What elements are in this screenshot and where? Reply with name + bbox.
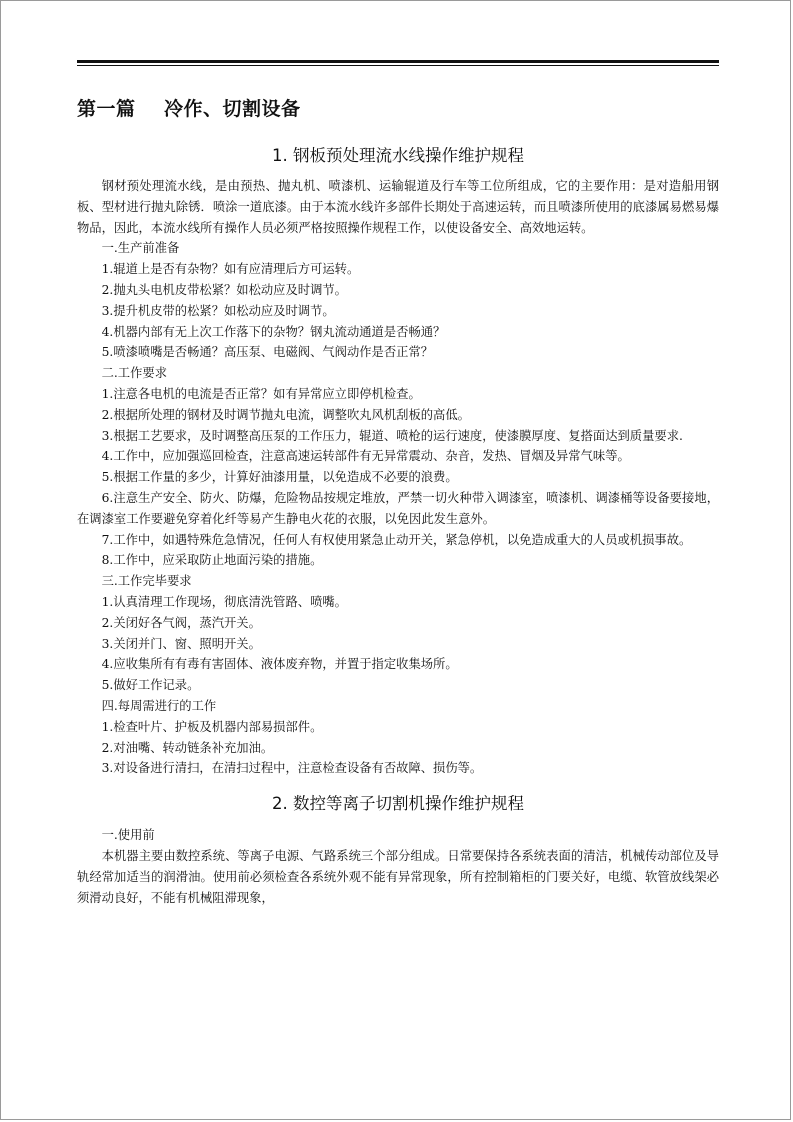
list-item: 3.关闭并门、窗、照明开关。 bbox=[101, 636, 261, 651]
subheading-before-use: 一.使用前 bbox=[101, 828, 155, 843]
section-title: 1. 钢板预处理流水线操作维护规程 bbox=[272, 146, 524, 165]
header-rule bbox=[77, 60, 719, 66]
body-paragraph: 本机器主要由数控系统、等离子电源、气路系统三个部分组成。日常要保持各系统表面的清洁，机械传动部位及导轨经常加适当的润滑油。使用前必须检查各系统外观不能有异常现象，所有控制箱柜的门要关好，电缆、软管放线架必须滑动良好，不能有机械阻滞现象， bbox=[77, 848, 719, 905]
list-item: 4.应收集所有有毒有害固体、液体废弃物，并置于指定收集场所。 bbox=[101, 657, 458, 672]
list-item: 5.做好工作记录。 bbox=[101, 678, 200, 693]
list-item: 2.对油嘴、转动链条补充加油。 bbox=[101, 740, 274, 755]
section-steel-pretreatment bbox=[77, 145, 719, 779]
header-rule-thin bbox=[77, 65, 719, 66]
list-item: 4.机器内部有无上次工作落下的杂物？钢丸流动通道是否畅通？ bbox=[101, 324, 446, 339]
list-item: 8.工作中，应采取防止地面污染的措施。 bbox=[101, 553, 323, 568]
list-item: 1.检查叶片、护板及机器内部易损部件。 bbox=[101, 719, 323, 734]
list-item: 3.提升机皮带的松紧？如松动应及时调节。 bbox=[101, 303, 335, 318]
subheading-after-work: 三.工作完毕要求 bbox=[101, 574, 192, 589]
list-item: 7.工作中，如遇特殊危急情况，任何人有权使用紧急止动开关，紧急停机，以免造成重大的人员或机损事故。 bbox=[101, 532, 692, 547]
list-item: 4.工作中，应加强巡回检查，注意高速运转部件有无异常震动、杂音，发热、冒烟及异常气味等。 bbox=[101, 449, 630, 464]
list-item: 3.根据工艺要求，及时调整高压泵的工作压力，辊道、喷枪的运行速度，使漆膜厚度、复搭面达到质量要求. bbox=[101, 428, 683, 443]
subheading-work-requirements: 二.工作要求 bbox=[101, 366, 167, 381]
section-cnc-plasma-cutter bbox=[77, 793, 719, 908]
list-item: 3.对设备进行清扫，在清扫过程中，注意检查设备有否故障、损伤等。 bbox=[101, 761, 483, 776]
list-item: 2.关闭好各气阀，蒸汽开关。 bbox=[101, 615, 261, 630]
subheading-weekly-work: 四.每周需进行的工作 bbox=[101, 698, 217, 713]
subheading-preparation: 一.生产前准备 bbox=[101, 241, 180, 256]
list-item: 5.喷漆喷嘴是否畅通？高压泵、电磁阀、气阀动作是否正常？ bbox=[101, 345, 434, 360]
list-item: 5.根据工作量的多少，计算好油漆用量，以免造成不必要的浪费。 bbox=[101, 470, 458, 485]
intro-paragraph: 钢材预处理流水线，是由预热、抛丸机、喷漆机、运输辊道及行车等工位所组成，它的主要作用：是对造船用钢板、型材进行抛丸除锈．喷涂一道底漆。由于本流水线许多部件长期处于高速运转，而且喷漆所使用的底漆属易燃易爆物品，因此，本流水线所有操作人员必须严格按照操作规程工作，以使设备安全、高效地运转。 bbox=[77, 179, 719, 235]
list-item: 2.根据所处理的钢材及时调节抛丸电流，调整吹丸风机刮板的高低。 bbox=[101, 407, 470, 422]
part-title: 第一篇 冷作、切割设备 bbox=[77, 98, 301, 120]
list-item: 1.辊道上是否有杂物？如有应清理后方可运转。 bbox=[101, 262, 360, 277]
list-item: 1.注意各电机的电流是否正常？如有异常应立即停机检查。 bbox=[101, 386, 421, 401]
document-content bbox=[77, 89, 719, 908]
header-rule-thick bbox=[77, 60, 719, 63]
list-item: 6.注意生产安全、防火、防爆，危险物品按规定堆放，严禁一切火种带入调漆室，喷漆机、调漆桶等设备要接地，在调漆室工作要避免穿着化纤等易产生静电火花的衣服，以免因此发生意外。 bbox=[77, 490, 719, 526]
list-item: 1.认真清理工作现场，彻底清洗管路、喷嘴。 bbox=[101, 594, 347, 609]
section-title: 2. 数控等离子切割机操作维护规程 bbox=[272, 794, 524, 814]
list-item: 2.抛丸头电机皮带松紧？如松动应及时调节。 bbox=[101, 282, 347, 297]
